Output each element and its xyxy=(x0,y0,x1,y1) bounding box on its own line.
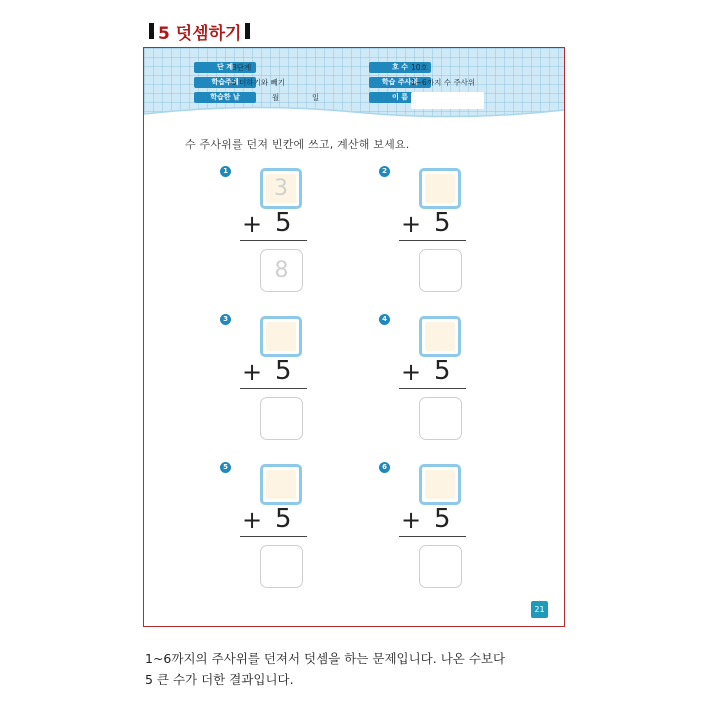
worksheet-header xyxy=(144,48,564,120)
dice-value: 3 xyxy=(266,174,296,203)
sum-line xyxy=(240,240,307,241)
plus-sign: + xyxy=(401,358,422,386)
addend: 5 xyxy=(434,504,451,534)
value-day: 일 xyxy=(312,93,320,102)
page-number: 21 xyxy=(531,601,548,618)
value-topic: 5 더하기와 빼기 xyxy=(232,78,286,87)
plus-sign: + xyxy=(242,358,263,386)
problem-3 xyxy=(220,314,350,444)
value-dice: 1~6까지 수 주사위 xyxy=(411,78,476,87)
problem-number: 5 xyxy=(220,462,231,473)
plus-sign: + xyxy=(242,210,263,238)
problem-number: 2 xyxy=(379,166,390,177)
plus-sign: + xyxy=(401,506,422,534)
problem-2 xyxy=(379,166,509,296)
problem-number: 3 xyxy=(220,314,231,325)
addend: 5 xyxy=(275,356,292,386)
label-stage: 단 계 xyxy=(194,62,256,73)
dice-value xyxy=(266,322,296,351)
addend: 5 xyxy=(275,504,292,534)
sum-line xyxy=(240,536,307,537)
answer-box[interactable]: 8 xyxy=(260,249,303,292)
problem-number: 4 xyxy=(379,314,390,325)
caption xyxy=(145,648,575,690)
addend: 5 xyxy=(434,208,451,238)
dice-value-box[interactable] xyxy=(419,168,461,209)
answer-box[interactable] xyxy=(260,397,303,440)
answer-box[interactable] xyxy=(419,545,462,588)
problem-5 xyxy=(220,462,350,592)
problem-number: 1 xyxy=(220,166,231,177)
caption-line-2: 5 큰 수가 더한 결과입니다. xyxy=(145,672,294,687)
addend: 5 xyxy=(275,208,292,238)
worksheet xyxy=(143,47,565,627)
problem-1 xyxy=(220,166,350,296)
page-heading xyxy=(145,18,254,44)
header-wave xyxy=(144,100,564,122)
label-topic: 학습주제 xyxy=(194,77,256,88)
heading-text: 5 덧셈하기 xyxy=(158,23,242,44)
sum-line xyxy=(399,536,466,537)
plus-sign: + xyxy=(401,210,422,238)
dice-value-box[interactable] xyxy=(260,168,302,209)
dice-value-box[interactable] xyxy=(419,464,461,505)
plus-sign: + xyxy=(242,506,263,534)
dice-value-box[interactable] xyxy=(260,316,302,357)
label-name: 이 름 xyxy=(369,92,431,103)
caption-line-1: 1~6까지의 주사위를 던져서 덧셈을 하는 문제입니다. 나온 수보다 xyxy=(145,651,506,666)
value-stage: 3단계 xyxy=(232,63,252,72)
heading-bar-left xyxy=(149,23,154,39)
instruction-text: 수 주사위를 던져 빈칸에 쓰고, 계산해 보세요. xyxy=(185,138,410,151)
problem-number: 6 xyxy=(379,462,390,473)
answer-box[interactable] xyxy=(260,545,303,588)
value-issue: 10호 xyxy=(411,63,428,72)
problem-6 xyxy=(379,462,509,592)
answer-box[interactable] xyxy=(419,249,462,292)
sum-line xyxy=(399,388,466,389)
dice-value-box[interactable] xyxy=(260,464,302,505)
dice-value xyxy=(425,174,455,203)
label-issue: 호 수 xyxy=(369,62,431,73)
dice-value xyxy=(425,470,455,499)
problem-4 xyxy=(379,314,509,444)
dice-value-box[interactable] xyxy=(419,316,461,357)
sum-line xyxy=(399,240,466,241)
dice-value xyxy=(425,322,455,351)
dice-value xyxy=(266,470,296,499)
answer-box[interactable] xyxy=(419,397,462,440)
label-dice: 학습 주사위 xyxy=(369,77,431,88)
value-month: 월 xyxy=(272,93,280,102)
addend: 5 xyxy=(434,356,451,386)
heading-bar-right xyxy=(245,23,250,39)
label-date: 학습한 날 xyxy=(194,92,256,103)
sum-line xyxy=(240,388,307,389)
